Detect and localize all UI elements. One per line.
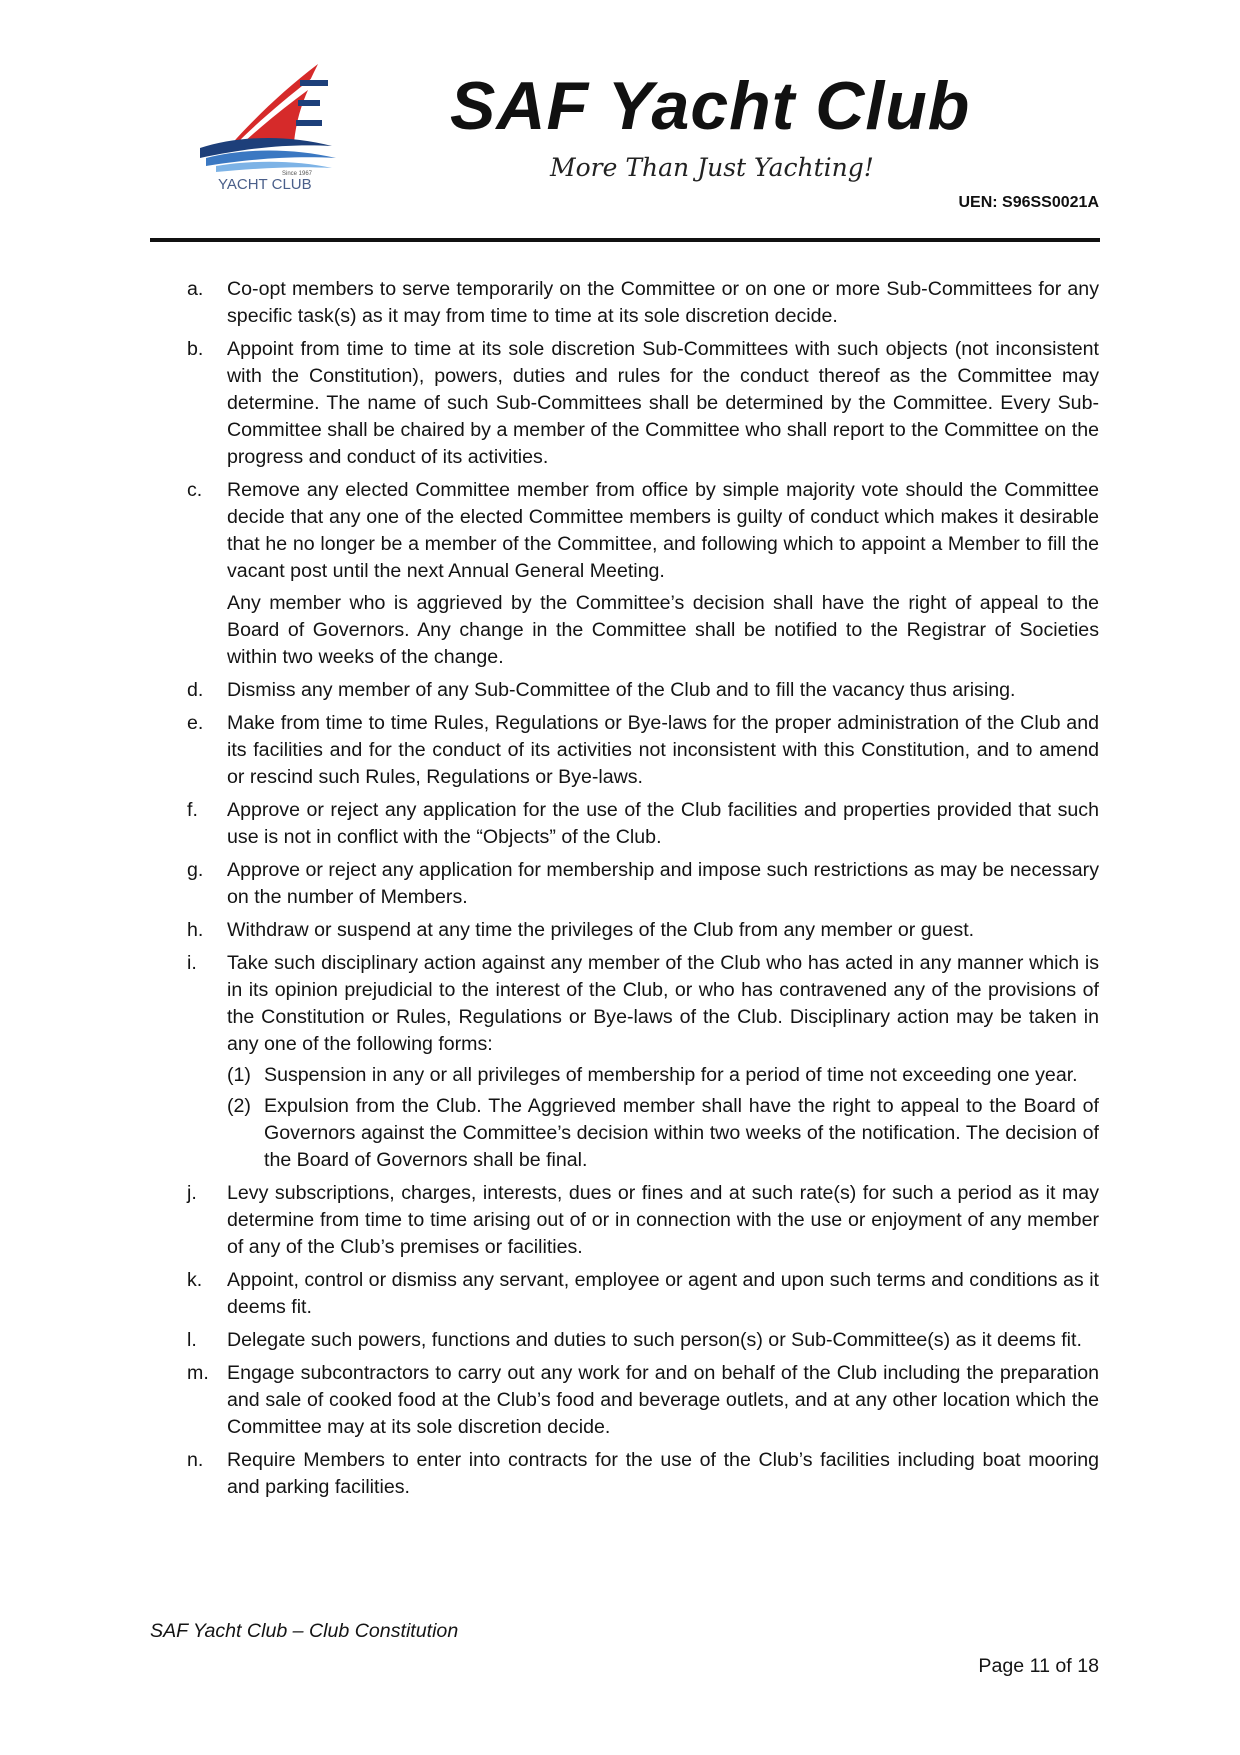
item-text: Withdraw or suspend at any time the privileges of the Club from any member or guest. <box>227 919 975 941</box>
list-item <box>150 677 1099 704</box>
list-item <box>150 1447 1099 1501</box>
sub-item-number: (2) <box>227 1095 251 1117</box>
list-item <box>150 1327 1099 1354</box>
list-item <box>150 917 1099 944</box>
svg-text:Since 1967: Since 1967 <box>282 171 313 177</box>
club-tagline: More Than Just Yachting! <box>550 153 874 182</box>
list-item <box>150 276 1099 330</box>
clause-list <box>150 276 1099 1507</box>
item-text: Approve or reject any application for the use of the Club facilities and properties provided that such use is not in conflict with the “Objects” of the Club. <box>227 799 1099 848</box>
item-text: Appoint from time to time at its sole discretion Sub-Committees with such objects (not inconsistent with the Constitution), powers, duties and rules for the conduct thereof as the Committee may determine. The name of such Sub-Committees shall be determined by the Committee. Every Sub-Committee shall be chaired by a member of the Committee who shall report to the Committee on the progress and conduct of its activities. <box>227 338 1099 468</box>
list-item <box>150 857 1099 911</box>
item-marker: g. <box>187 859 204 881</box>
item-text: Levy subscriptions, charges, interests, dues or fines and at such rate(s) for such a period as it may determine from time to time arising out of or in connection with the use or enjoyment of any member of any of the Club’s premises or facilities. <box>227 1182 1099 1258</box>
list-item <box>150 477 1099 671</box>
item-marker: n. <box>187 1449 204 1471</box>
list-item <box>150 950 1099 1174</box>
item-marker: l. <box>187 1329 197 1351</box>
item-marker: j. <box>187 1182 197 1204</box>
item-text: Make from time to time Rules, Regulations or Bye-laws for the proper administration of the Club and its facilities and for the conduct of its activities not inconsistent with this Constitution, and to amend or rescind such Rules, Regulations or Bye-laws. <box>227 712 1099 788</box>
sub-item-number: (1) <box>227 1064 251 1086</box>
item-marker: k. <box>187 1269 203 1291</box>
item-marker: f. <box>187 799 198 821</box>
item-text: Engage subcontractors to carry out any work for and on behalf of the Club including the preparation and sale of cooked food at the Club’s food and beverage outlets, and at any other location which the Committee may at its sole discretion decide. <box>227 1362 1099 1438</box>
list-item <box>150 1180 1099 1261</box>
page-number: Page 11 of 18 <box>978 1655 1099 1677</box>
item-text: Remove any elected Committee member from office by simple majority vote should the Committee decide that any one of the elected Committee members is guilty of conduct which makes it desirable that he no longer be a member of the Committee, and following which to appoint a Member to fill the vacant post until the next Annual General Meeting. <box>227 479 1099 582</box>
item-marker: h. <box>187 919 204 941</box>
item-text: Delegate such powers, functions and duties to such person(s) or Sub-Committee(s) as it deems fit. <box>227 1329 1082 1351</box>
item-marker: e. <box>187 712 204 734</box>
item-text: Co-opt members to serve temporarily on the Committee or on one or more Sub-Committees for any specific task(s) as it may from time to time at its sole discretion decide. <box>227 278 1099 327</box>
list-item <box>150 710 1099 791</box>
list-item <box>150 797 1099 851</box>
list-item <box>150 336 1099 471</box>
list-item <box>150 1267 1099 1321</box>
item-marker: d. <box>187 679 204 701</box>
sub-item <box>227 1093 1099 1174</box>
svg-text:YACHT CLUB: YACHT CLUB <box>218 176 312 192</box>
sub-item <box>227 1062 1099 1089</box>
header-divider <box>150 238 1100 242</box>
sub-item-text: Suspension in any or all privileges of membership for a period of time not exceeding one year. <box>264 1064 1078 1086</box>
item-marker: a. <box>187 278 204 300</box>
item-text: Take such disciplinary action against any member of the Club who has acted in any manner which is in its opinion prejudicial to the interest of the Club, or who has contravened any of the provisions of the Constitution or Rules, Regulations or Bye-laws of the Club. Disciplinary action may be taken in any one of the following forms: <box>227 952 1099 1055</box>
yacht-logo-icon <box>196 62 346 192</box>
item-marker: i. <box>187 952 197 974</box>
item-text: Require Members to enter into contracts for the use of the Club’s facilities including boat mooring and parking facilities. <box>227 1449 1099 1498</box>
item-text: Dismiss any member of any Sub-Committee of the Club and to fill the vacancy thus arising. <box>227 679 1016 701</box>
club-logo <box>196 62 346 192</box>
footer-document-name: SAF Yacht Club – Club Constitution <box>150 1620 459 1642</box>
list-item <box>150 1360 1099 1441</box>
item-text: Appoint, control or dismiss any servant, employee or agent and upon such terms and conditions as it deems fit. <box>227 1269 1099 1318</box>
uen-number: UEN: S96SS0021A <box>958 194 1099 211</box>
item-marker: m. <box>187 1362 209 1384</box>
club-title: SAF Yacht Club <box>450 68 971 144</box>
item-text-continued: Any member who is aggrieved by the Committee’s decision shall have the right of appeal to the Board of Governors. Any change in the Committee shall be notified to the Registrar of Societies within two weeks of the change. <box>227 592 1099 668</box>
item-marker: c. <box>187 479 203 501</box>
item-text: Approve or reject any application for membership and impose such restrictions as may be necessary on the number of Members. <box>227 859 1099 908</box>
sub-item-text: Expulsion from the Club. The Aggrieved member shall have the right to appeal to the Board of Governors against the Committee’s decision within two weeks of the notification. The decision of the Board of Governors shall be final. <box>264 1095 1099 1171</box>
item-marker: b. <box>187 338 204 360</box>
